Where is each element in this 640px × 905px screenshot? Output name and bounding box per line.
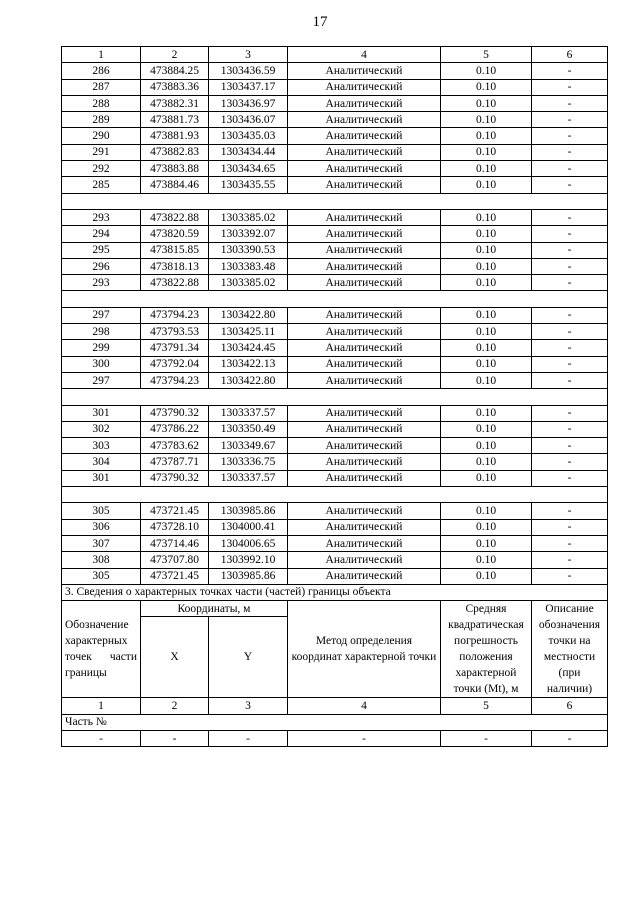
table-cell: 297 — [62, 372, 141, 388]
empty-part-row — [62, 730, 608, 746]
table-row — [62, 503, 608, 519]
table-cell: 305 — [62, 503, 141, 519]
table-row — [62, 144, 608, 160]
table-cell: 301 — [62, 405, 141, 421]
table-cell: 295 — [62, 242, 141, 258]
table-cell: - — [532, 568, 608, 584]
table-cell: 0.10 — [441, 307, 532, 323]
table-row — [62, 438, 608, 454]
table-cell: 473707.80 — [141, 552, 209, 568]
table-cell: 302 — [62, 421, 141, 437]
table-row — [62, 79, 608, 95]
x-header: X — [141, 617, 209, 698]
table-cell: - — [532, 454, 608, 470]
table-row — [62, 242, 608, 258]
table-cell: 299 — [62, 340, 141, 356]
table-cell: 473794.23 — [141, 307, 209, 323]
separator-row — [62, 389, 608, 405]
table-cell: 293 — [62, 275, 141, 291]
table-cell: - — [532, 340, 608, 356]
method-header: Метод определения координат характерной точки — [288, 601, 441, 698]
table-cell: - — [532, 258, 608, 274]
table-cell: 1303392.07 — [209, 226, 288, 242]
table-cell: Аналитический — [288, 95, 441, 111]
table-cell: 1304000.41 — [209, 519, 288, 535]
table-cell: Аналитический — [288, 226, 441, 242]
table-cell: - — [532, 144, 608, 160]
separator-cell — [62, 389, 608, 405]
table-cell: 1303422.80 — [209, 307, 288, 323]
section3-title: 3. Сведения о характерных точках части (частей) границы объекта — [62, 584, 608, 600]
table-cell: Аналитический — [288, 519, 441, 535]
column-number: 3 — [209, 47, 288, 63]
table-cell: 0.10 — [441, 226, 532, 242]
table-cell: 1303436.97 — [209, 95, 288, 111]
table-cell: Аналитический — [288, 340, 441, 356]
column-number: 5 — [441, 47, 532, 63]
table-row — [62, 226, 608, 242]
table-row — [62, 552, 608, 568]
table-row — [62, 535, 608, 551]
table-cell: 305 — [62, 568, 141, 584]
table-cell: - — [532, 730, 608, 746]
table-cell: 0.10 — [441, 470, 532, 486]
table-cell: 473728.10 — [141, 519, 209, 535]
table-cell: 1303992.10 — [209, 552, 288, 568]
table-cell: 1304006.65 — [209, 535, 288, 551]
table-cell: - — [532, 503, 608, 519]
table-cell: 473787.71 — [141, 454, 209, 470]
table-cell: 1303422.13 — [209, 356, 288, 372]
table-cell: Аналитический — [288, 209, 441, 225]
table-cell: 1303424.45 — [209, 340, 288, 356]
table-cell: 1303435.03 — [209, 128, 288, 144]
table-cell: 0.10 — [441, 324, 532, 340]
separator-cell — [62, 291, 608, 307]
table-cell: 1303435.55 — [209, 177, 288, 193]
section3-header-row — [62, 601, 608, 617]
table-cell: 473714.46 — [141, 535, 209, 551]
table-cell: 473815.85 — [141, 242, 209, 258]
table-cell: 1303436.59 — [209, 63, 288, 79]
table-cell: Аналитический — [288, 112, 441, 128]
table-cell: 1303383.48 — [209, 258, 288, 274]
coordinates-table — [61, 46, 608, 747]
table-row — [62, 421, 608, 437]
table-cell: Аналитический — [288, 275, 441, 291]
table-cell: 287 — [62, 79, 141, 95]
table-cell: 0.10 — [441, 63, 532, 79]
table-cell: 296 — [62, 258, 141, 274]
table-cell: Аналитический — [288, 438, 441, 454]
table-body — [62, 47, 608, 585]
column-number: 1 — [62, 47, 141, 63]
table-cell: - — [532, 112, 608, 128]
table-row — [62, 470, 608, 486]
table-cell: Аналитический — [288, 405, 441, 421]
table-cell: 0.10 — [441, 405, 532, 421]
table-cell: 473790.32 — [141, 405, 209, 421]
table-cell: - — [532, 226, 608, 242]
table-cell: Аналитический — [288, 535, 441, 551]
coordinates-header: Координаты, м — [141, 601, 288, 617]
table-cell: 1303337.57 — [209, 405, 288, 421]
table-cell: Аналитический — [288, 356, 441, 372]
table-cell: 0.10 — [441, 552, 532, 568]
table-cell: 473792.04 — [141, 356, 209, 372]
table-cell: 473786.22 — [141, 421, 209, 437]
table-cell: Аналитический — [288, 552, 441, 568]
column-number: 6 — [532, 698, 608, 714]
table-cell: 1303390.53 — [209, 242, 288, 258]
table-cell: 473818.13 — [141, 258, 209, 274]
table-cell: 293 — [62, 209, 141, 225]
table-row — [62, 63, 608, 79]
table-cell: - — [532, 209, 608, 225]
table-cell: - — [532, 79, 608, 95]
table-cell: 0.10 — [441, 128, 532, 144]
table-cell: 0.10 — [441, 242, 532, 258]
table-cell: 307 — [62, 535, 141, 551]
table-cell: 0.10 — [441, 454, 532, 470]
table-cell: 306 — [62, 519, 141, 535]
separator-row — [62, 291, 608, 307]
table-row — [62, 258, 608, 274]
table-cell: - — [288, 730, 441, 746]
table-cell: 0.10 — [441, 503, 532, 519]
table-cell: 308 — [62, 552, 141, 568]
table-cell: 473883.36 — [141, 79, 209, 95]
table-cell: 473794.23 — [141, 372, 209, 388]
table-cell: 288 — [62, 95, 141, 111]
table-row — [62, 454, 608, 470]
table-cell: - — [141, 730, 209, 746]
table-cell: 473790.32 — [141, 470, 209, 486]
table-cell: 301 — [62, 470, 141, 486]
table-row — [62, 324, 608, 340]
table-cell: - — [532, 161, 608, 177]
table-cell: - — [532, 128, 608, 144]
table-cell: 0.10 — [441, 258, 532, 274]
table-cell: 0.10 — [441, 161, 532, 177]
table-cell: 473793.53 — [141, 324, 209, 340]
table-cell: 0.10 — [441, 275, 532, 291]
table-cell: 1303985.86 — [209, 568, 288, 584]
table-row — [62, 275, 608, 291]
table-cell: - — [532, 421, 608, 437]
table-cell: Аналитический — [288, 454, 441, 470]
part-label-row — [62, 714, 608, 730]
table-cell: - — [532, 242, 608, 258]
table-cell: 1303336.75 — [209, 454, 288, 470]
table-cell: - — [441, 730, 532, 746]
table-cell: 473822.88 — [141, 275, 209, 291]
table-cell: 0.10 — [441, 340, 532, 356]
table-cell: - — [532, 535, 608, 551]
table-cell: 1303422.80 — [209, 372, 288, 388]
table-cell: Аналитический — [288, 307, 441, 323]
table-cell: - — [532, 552, 608, 568]
table-cell: 0.10 — [441, 95, 532, 111]
table-cell: 1303437.17 — [209, 79, 288, 95]
table-row — [62, 112, 608, 128]
table-cell: 1303350.49 — [209, 421, 288, 437]
table-cell: - — [62, 730, 141, 746]
table-cell: 0.10 — [441, 568, 532, 584]
y-header: Y — [209, 617, 288, 698]
table-cell: 290 — [62, 128, 141, 144]
separator-cell — [62, 487, 608, 503]
table-cell: 0.10 — [441, 209, 532, 225]
column-number: 4 — [288, 698, 441, 714]
table-cell: - — [532, 372, 608, 388]
table-cell: Аналитический — [288, 470, 441, 486]
separator-row — [62, 193, 608, 209]
error-header: Средняя квадратическая погрешность положения характерной точки (Mt), м — [441, 601, 532, 698]
separator-row — [62, 487, 608, 503]
table-cell: 1303337.57 — [209, 470, 288, 486]
table-cell: Аналитический — [288, 144, 441, 160]
description-header: Описание обозначения точки на местности (при наличии) — [532, 601, 608, 698]
table-cell: 0.10 — [441, 79, 532, 95]
section3 — [62, 584, 608, 746]
table-row — [62, 177, 608, 193]
table-cell: - — [532, 519, 608, 535]
table-cell: 1303985.86 — [209, 503, 288, 519]
point-designation-header: Обозначение характерных точек части границы — [62, 601, 141, 698]
part-label: Часть № — [62, 714, 608, 730]
table-cell: 298 — [62, 324, 141, 340]
table-cell: 1303349.67 — [209, 438, 288, 454]
table-row — [62, 95, 608, 111]
table-cell: Аналитический — [288, 421, 441, 437]
table-row — [62, 209, 608, 225]
table-cell: 473882.83 — [141, 144, 209, 160]
table-cell: 0.10 — [441, 519, 532, 535]
table-cell: 473882.31 — [141, 95, 209, 111]
table-row — [62, 519, 608, 535]
table-cell: - — [532, 356, 608, 372]
table-cell: - — [532, 438, 608, 454]
table-cell: Аналитический — [288, 568, 441, 584]
table-cell: 285 — [62, 177, 141, 193]
column-number: 6 — [532, 47, 608, 63]
table-cell: 473883.88 — [141, 161, 209, 177]
section3-title-row — [62, 584, 608, 600]
table-cell: 0.10 — [441, 372, 532, 388]
table-cell: 1303434.44 — [209, 144, 288, 160]
table-cell: 0.10 — [441, 438, 532, 454]
table-cell: 0.10 — [441, 112, 532, 128]
table-cell: 0.10 — [441, 144, 532, 160]
table-cell: Аналитический — [288, 258, 441, 274]
table-cell: - — [532, 177, 608, 193]
column-number: 2 — [141, 47, 209, 63]
table-cell: - — [532, 307, 608, 323]
table-row — [62, 128, 608, 144]
table-cell: 473881.93 — [141, 128, 209, 144]
table-cell: 0.10 — [441, 356, 532, 372]
table-cell: - — [532, 470, 608, 486]
table-cell: 473884.25 — [141, 63, 209, 79]
table-cell: 292 — [62, 161, 141, 177]
table-row — [62, 356, 608, 372]
table-cell: 473884.46 — [141, 177, 209, 193]
table-cell: Аналитический — [288, 503, 441, 519]
table-cell: 1303385.02 — [209, 209, 288, 225]
table-cell: Аналитический — [288, 79, 441, 95]
table-cell: - — [209, 730, 288, 746]
table-row — [62, 372, 608, 388]
column-number: 1 — [62, 698, 141, 714]
table-cell: 304 — [62, 454, 141, 470]
table-cell: 473820.59 — [141, 226, 209, 242]
table-cell: Аналитический — [288, 177, 441, 193]
table-cell: 0.10 — [441, 177, 532, 193]
table-cell: 1303434.65 — [209, 161, 288, 177]
table-cell: - — [532, 324, 608, 340]
column-number: 3 — [209, 698, 288, 714]
column-number-row — [62, 47, 608, 63]
table-cell: 473822.88 — [141, 209, 209, 225]
table-cell: 289 — [62, 112, 141, 128]
table-cell: 286 — [62, 63, 141, 79]
separator-cell — [62, 193, 608, 209]
section3-number-row — [62, 698, 608, 714]
table-cell: - — [532, 63, 608, 79]
table-cell: 291 — [62, 144, 141, 160]
table-row — [62, 340, 608, 356]
table-cell: 294 — [62, 226, 141, 242]
table-cell: - — [532, 95, 608, 111]
table-cell: Аналитический — [288, 242, 441, 258]
table-cell: 473783.62 — [141, 438, 209, 454]
table-cell: 0.10 — [441, 421, 532, 437]
table-row — [62, 568, 608, 584]
table-row — [62, 405, 608, 421]
table-cell: 1303436.07 — [209, 112, 288, 128]
table-cell: Аналитический — [288, 324, 441, 340]
table-cell: Аналитический — [288, 63, 441, 79]
table-row — [62, 307, 608, 323]
table-cell: 473721.45 — [141, 503, 209, 519]
page-number: 17 — [312, 14, 328, 30]
table-cell: 473721.45 — [141, 568, 209, 584]
table-cell: 473791.34 — [141, 340, 209, 356]
table-cell: 1303425.11 — [209, 324, 288, 340]
column-number: 5 — [441, 698, 532, 714]
table-cell: 297 — [62, 307, 141, 323]
table-cell: 1303385.02 — [209, 275, 288, 291]
table-row — [62, 161, 608, 177]
table-cell: Аналитический — [288, 372, 441, 388]
column-number: 2 — [141, 698, 209, 714]
table-cell: - — [532, 275, 608, 291]
table-cell: Аналитический — [288, 128, 441, 144]
table-cell: 473881.73 — [141, 112, 209, 128]
table-cell: - — [532, 405, 608, 421]
table-cell: 303 — [62, 438, 141, 454]
table-cell: Аналитический — [288, 161, 441, 177]
column-number: 4 — [288, 47, 441, 63]
table-cell: 0.10 — [441, 535, 532, 551]
table-cell: 300 — [62, 356, 141, 372]
